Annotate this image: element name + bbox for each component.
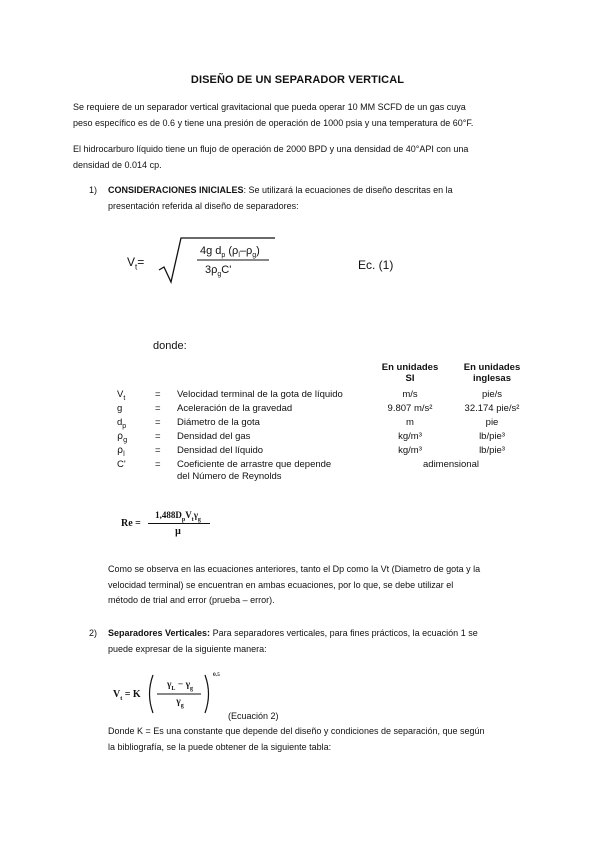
intro-p1-line2: peso específico es de 0.6 y tiene una presión de operación de 1000 psia y una temperatura de 60°F.: [73, 117, 474, 128]
section-1-number: 1): [89, 185, 98, 195]
section-1-explanation: Como se observa en las ecuaciones anteriores, tanto el Dp como la Vt (Diametro de gota y la velocidad terminal) se encuentran en ambas ecuaciones, por lo que, se debe utilizar el método de trial and error (prueba – error).: [108, 564, 481, 605]
table-row: $V_t$ = Velocidad terminal de la gota de líquido m/s pie/s: [117, 389, 503, 402]
table-row: $\rho_g$ = Densidad del gas kg/m³ lb/pie³: [117, 431, 505, 444]
table-row: $d_p$ = Diámetro de la gota m pie: [117, 417, 499, 430]
section-1-text-line1: : Se utilizará la ecuaciones de diseño descritas en la: [243, 185, 453, 195]
section-1-text-line2: presentación referida al diseño de separadores:: [108, 200, 299, 211]
eq2-denominator: $\gamma_g$: [176, 697, 184, 709]
intro-paragraph-2: [73, 142, 533, 173]
eq1-denominator: $3\rho_gC'$: [205, 264, 232, 279]
reynolds-numerator: $1,488D_pV_t\gamma_g$: [155, 510, 201, 523]
intro-p2-line1: El hidrocarburo líquido tiene un flujo de operación de 2000 BPD y una densidad de 40°API con una: [73, 144, 469, 154]
eq1-lhs: $V_t=$: [127, 255, 145, 272]
table-row: g = Aceleración de la gravedad 9.807 m/s² 32.174 pie/s²: [117, 403, 520, 414]
eq2-numerator: $\gamma_L - \gamma_g$: [166, 680, 194, 692]
eq1-label: Ec. (1): [358, 258, 394, 272]
intro-p1-line1: Se requiere de un separador vertical gravitacional que pueda operar 10 MM SCFD de un gas cuya: [73, 102, 466, 112]
col-header-si: En unidades SI: [381, 362, 439, 384]
eq2-exponent: 0.5: [213, 672, 220, 678]
eq1-numerator: 4g $d_p$ $(\rho_l-\rho_g)$: [200, 245, 260, 260]
eq2-label: (Ecuación 2): [228, 711, 279, 721]
section-2-heading: Separadores Verticales:: [108, 628, 211, 638]
eq2-lhs: $V_t = K$: [113, 689, 141, 702]
intro-p2-line2: densidad de 0.014 cp.: [73, 159, 162, 170]
section-2-number: 2): [89, 628, 98, 638]
table-row: $\rho_l$ = Densidad del líquido kg/m³ lb/pie³: [117, 445, 505, 458]
variables-table: [117, 389, 537, 485]
page-title: DISEÑO DE UN SEPARADOR VERTICAL: [190, 74, 405, 86]
section-2-intro: [108, 626, 548, 657]
reynolds-fraction-bar: [148, 523, 210, 524]
eq1-radical: [157, 234, 277, 286]
section-1-intro: [108, 183, 538, 214]
where-label: donde:: [153, 340, 187, 352]
reynolds-lhs: Re =: [121, 518, 141, 529]
section-2-text-line2: puede expresar de la siguiente manera:: [108, 643, 267, 654]
table-row: C' = Coeficiente de arrastre que depende del Número de Reynolds adimensional: [117, 459, 479, 482]
reynolds-denominator: μ: [175, 526, 181, 537]
intro-paragraph-1: [73, 100, 533, 131]
section-2-explanation: Donde K = Es una constante que depende del diseño y condiciones de separación, que según la bibliografía, se la puede obtener de la siguiente tabla:: [108, 726, 485, 752]
section-1-heading: CONSIDERACIONES INICIALES: [108, 185, 244, 195]
col-header-english: En unidades inglesas: [463, 362, 521, 384]
section-2-text-line1: Para separadores verticales, para fines prácticos, la ecuación 1 se: [210, 628, 478, 638]
